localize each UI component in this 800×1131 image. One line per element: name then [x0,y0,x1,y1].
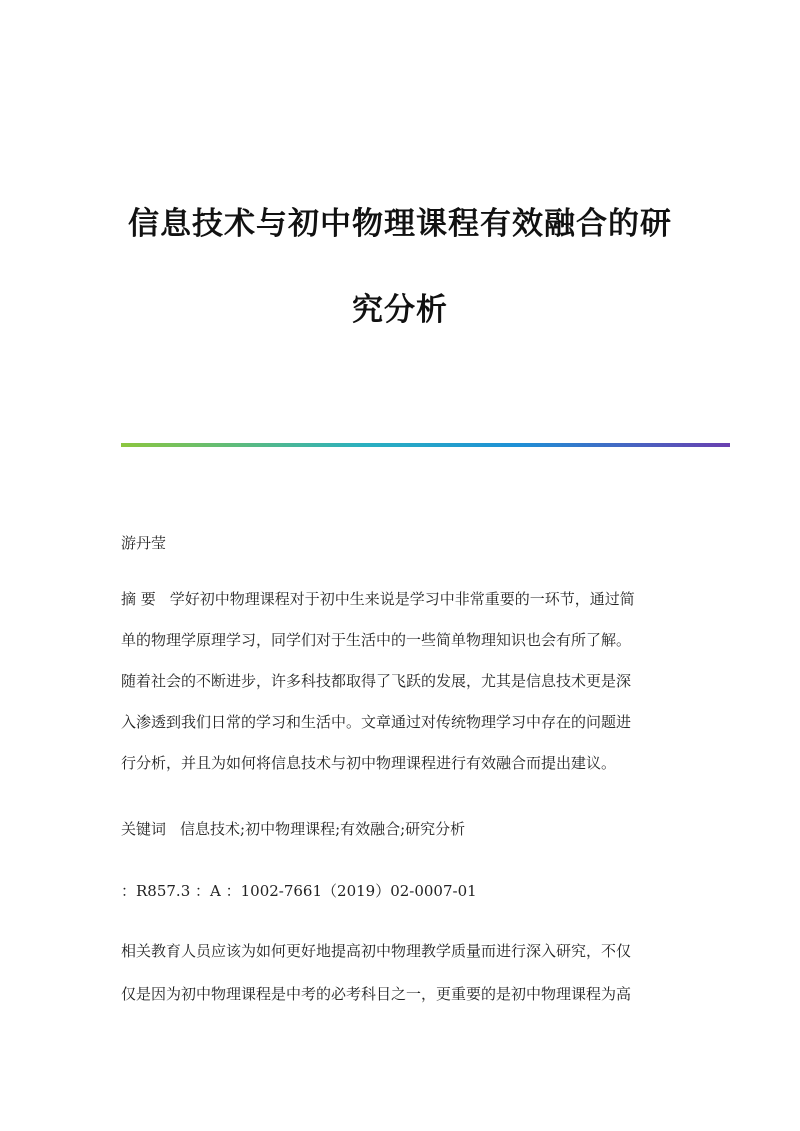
body-line: 相关教育人员应该为如何更好地提高初中物理教学质量而进行深入研究，不仅 [121,942,632,960]
abstract-section [121,588,681,793]
keywords-label: 关键词 [121,820,167,838]
abstract-label: 摘 要 [121,590,156,608]
body-line: 仅是因为初中物理课程是中考的必考科目之一，更重要的是初中物理课程为高 [121,985,632,1003]
classification-info: ：R857.3 ：A ：1002-7661（2019）02-0007-01 [121,882,477,900]
abstract-line: 行分析，并且为如何将信息技术与初中物理课程进行有效融合而提出建议。 [121,754,617,772]
abstract-line [121,588,681,629]
title-divider [121,443,730,447]
keywords-value: 信息技术;初中物理课程;有效融合;研究分析 [180,820,466,838]
paper-title-line-1: 信息技术与初中物理课程有效融合的研 [128,206,672,242]
body-paragraph [121,940,681,1026]
keywords-section [121,818,681,839]
abstract-text: 学好初中物理课程对于初中生来说是学习中非常重要的一环节，通过简 [169,590,635,608]
paper-title-line-2: 究分析 [352,292,448,328]
author-name: 游丹莹 [121,534,167,552]
abstract-line: 单的物理学原理学习，同学们对于生活中的一些简单物理知识也会有所了解。 [121,631,632,649]
abstract-line: 随着社会的不断进步，许多科技都取得了飞跃的发展，尤其是信息技术更是深 [121,672,632,690]
abstract-line: 入渗透到我们日常的学习和生活中。文章通过对传统物理学习中存在的问题进 [121,713,632,731]
